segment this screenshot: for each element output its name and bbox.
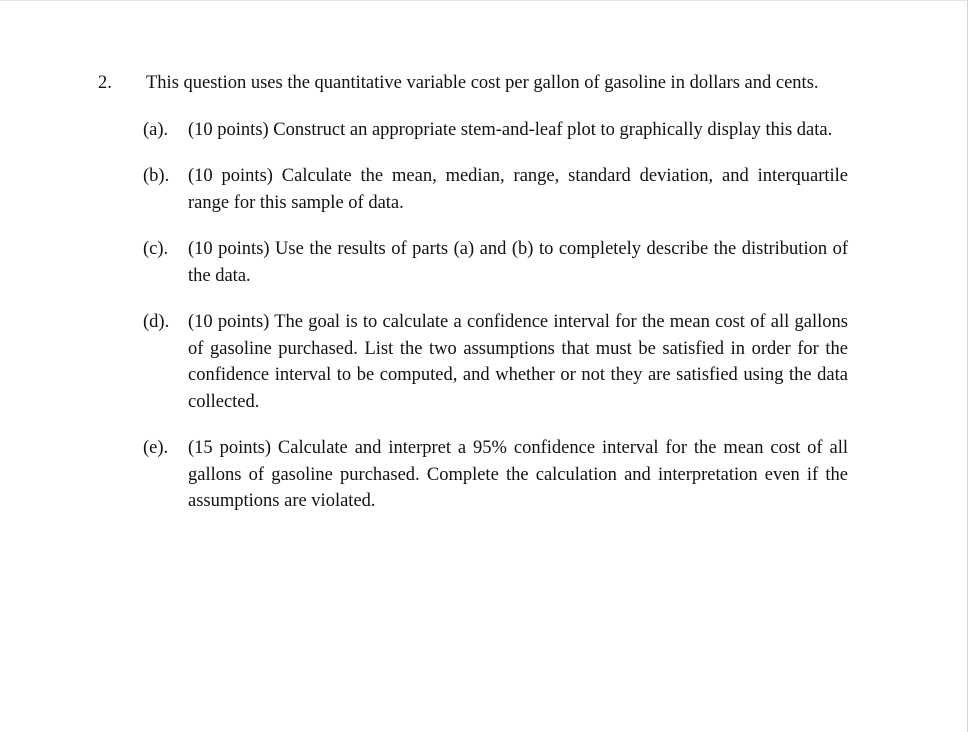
part-a [98,117,848,144]
part-b-text: (10 points) Calculate the mean, median, range, standard deviation, and interquartile range for this sample of data. [188,166,848,213]
part-b-label: (b). [143,166,170,186]
part-a-text: (10 points) Construct an appropriate stem-and-leaf plot to graphically display this data. [188,119,833,140]
part-d-text: (10 points) The goal is to calculate a confidence interval for the mean cost of all gallons of gasoline purchased. List the two assumptions that must be satisfied in order for the confidence interval to be computed, and whether or not they are satisfied using the data collected. [188,312,848,412]
part-e-text: (15 points) Calculate and interpret a 95% confidence interval for the mean cost of all gallons of gasoline purchased. Complete the calculation and interpretation even if the assumptions are violated. [188,438,848,511]
question-number: 2. [98,73,112,93]
question-stem [98,70,848,97]
question-text: This question uses the quantitative variable cost per gallon of gasoline in dollars and cents. [146,73,819,93]
part-e-label: (e). [143,438,169,458]
part-d-label: (d). [143,312,170,332]
part-c-text: (10 points) Use the results of parts (a) and (b) to completely describe the distribution of the data. [188,239,848,286]
question-block [98,70,848,535]
part-c-label: (c). [143,239,169,259]
part-d [98,309,848,415]
part-b [98,163,848,216]
part-a-label: (a). [143,119,169,140]
part-e [98,435,848,515]
part-c [98,236,848,289]
